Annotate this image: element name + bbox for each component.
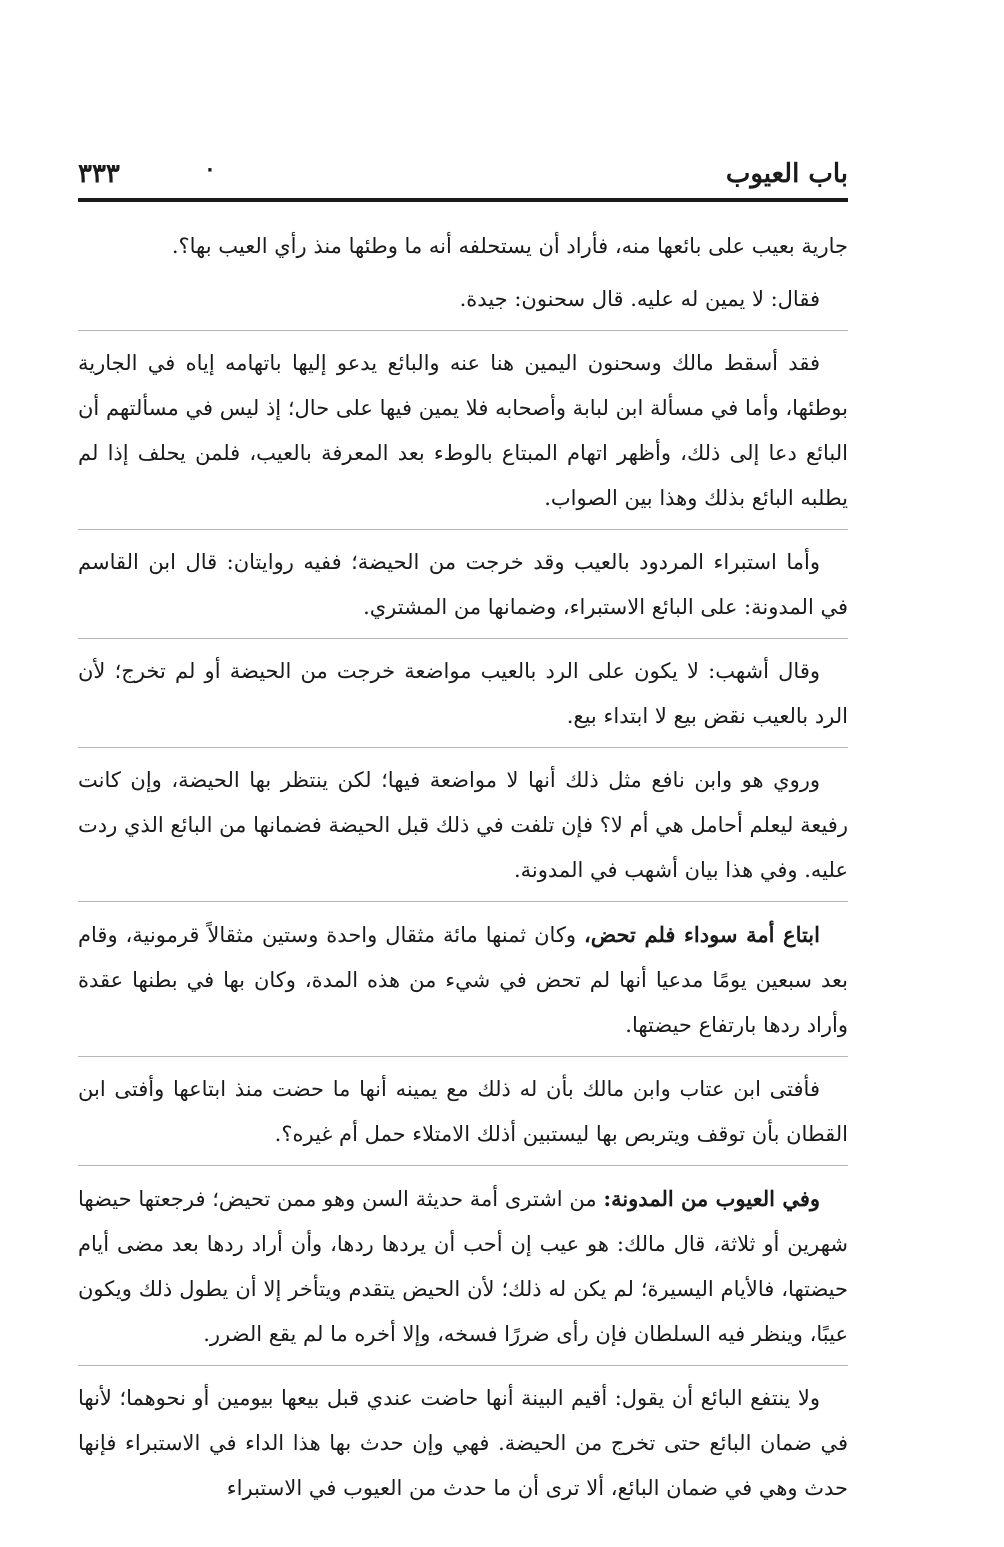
header-mark: ٠	[204, 156, 216, 182]
paragraph-separator	[78, 1056, 848, 1057]
paragraph	[78, 912, 848, 1048]
paragraph-separator	[78, 1365, 848, 1366]
paragraph-lead: وفي العيوب من المدونة:	[603, 1186, 821, 1211]
paragraph	[78, 1176, 848, 1357]
paragraph-separator	[78, 747, 848, 748]
page-body	[78, 224, 848, 1511]
paragraph-text: وأما استبراء المردود بالعيب وقد خرجت من الحيضة؛ ففيه روايتان: قال ابن القاسم في المدونة: على البائع الاستبراء، وضمانها من المشتري.	[78, 550, 848, 619]
paragraph-text: وكان ثمنها مائة مثقال واحدة وستين مثقالاً قرمونية، وقام بعد سبعين يومًا مدعيا أنها لم تحض في شيء من هذه المدة، وكان بها في بطنها عقدة وأراد ردها بارتفاع حيضتها.	[78, 923, 848, 1037]
book-page	[78, 150, 848, 1519]
paragraph-separator	[78, 1165, 848, 1166]
paragraph-text: فأفتى ابن عتاب وابن مالك بأن له ذلك مع يمينه أنها ما حضت منذ ابتاعها وأفتى ابن القطان بأن توقف ويتربص بها ليستبين أذلك الامتلاء حمل أم غيره؟.	[78, 1077, 848, 1146]
paragraph-text: من اشترى أمة حديثة السن وهو ممن تحيض؛ فرجعتها حيضها شهرين أو ثلاثة، قال مالك: هو عيب إن أحب أن يردها ردها، وأن أراد ردها بعد مضى أيام حيضتها، فالأيام اليسيرة؛ لم يكن له ذلك؛ لأن الحيض يتقدم ويتأخر إلا أن يطول ذلك ويكون عيبًا، وينظر فيه السلطان فإن رأى ضررًا فسخه، وإلا أخره ما لم يقع الضرر.	[78, 1187, 848, 1346]
paragraph-lead: ابتاع أمة سوداء فلم تحض،	[583, 922, 820, 947]
paragraph	[78, 649, 848, 739]
paragraph-text: فقد أسقط مالك وسحنون اليمين هنا عنه والبائع يدعو إليها باتهامه إياه في الجارية بوطئها، وأما في مسألة ابن لبابة وأصحابه فلا يمين فيها على حال؛ إذ ليس في مسألتهم أن البائع دعا إلى ذلك، وأظهر اتهام المبتاع بالوطء بعد المعرفة بالعيب، فلمن يحلف إذا لم يطلبه البائع بذلك وهذا بين الصواب.	[78, 351, 848, 510]
page-number: ٣٣٣	[78, 159, 120, 189]
paragraph-text: وقال أشهب: لا يكون على الرد بالعيب مواضعة خرجت من الحيضة أو لم تخرج؛ لأن الرد بالعيب نقض بيع لا ابتداء بيع.	[78, 659, 848, 728]
paragraph-text: جارية بعيب على بائعها منه، فأراد أن يستحلفه أنه ما وطئها منذ رأي العيب بها؟.	[171, 234, 848, 258]
page-header	[78, 150, 848, 202]
paragraph	[78, 758, 848, 893]
paragraph-separator	[78, 529, 848, 530]
paragraph-text: فقال: لا يمين له عليه. قال سحنون: جيدة.	[459, 287, 820, 311]
paragraph-separator	[78, 638, 848, 639]
paragraph	[78, 1067, 848, 1157]
paragraph-text: ولا ينتفع البائع أن يقول: أقيم البينة أنها حاضت عندي قبل بيعها بيومين أو نحوهما؛ لأنها في ضمان البائع حتى تخرج من الحيضة. فهي وإن حدث بها هذا الداء في الاستبراء فإنها حدث وهي في ضمان البائع، ألا ترى أن ما حدث من العيوب في الاستبراء	[78, 1386, 848, 1500]
paragraph	[78, 224, 848, 269]
paragraph	[78, 540, 848, 630]
paragraph-text: وروي هو وابن نافع مثل ذلك أنها لا مواضعة فيها؛ لكن ينتظر بها الحيضة، وإن كانت رفيعة ليعلم أحامل هي أم لا؟ فإن تلفت في ذلك قبل الحيضة فضمانها من البائع الذي ردت عليه. وفي هذا بيان أشهب في المدونة.	[78, 768, 848, 882]
running-title: باب العيوب	[725, 159, 848, 189]
paragraph-separator	[78, 330, 848, 331]
paragraph-separator	[78, 901, 848, 902]
paragraph	[78, 341, 848, 521]
paragraph	[78, 1376, 848, 1511]
paragraph	[78, 277, 848, 322]
